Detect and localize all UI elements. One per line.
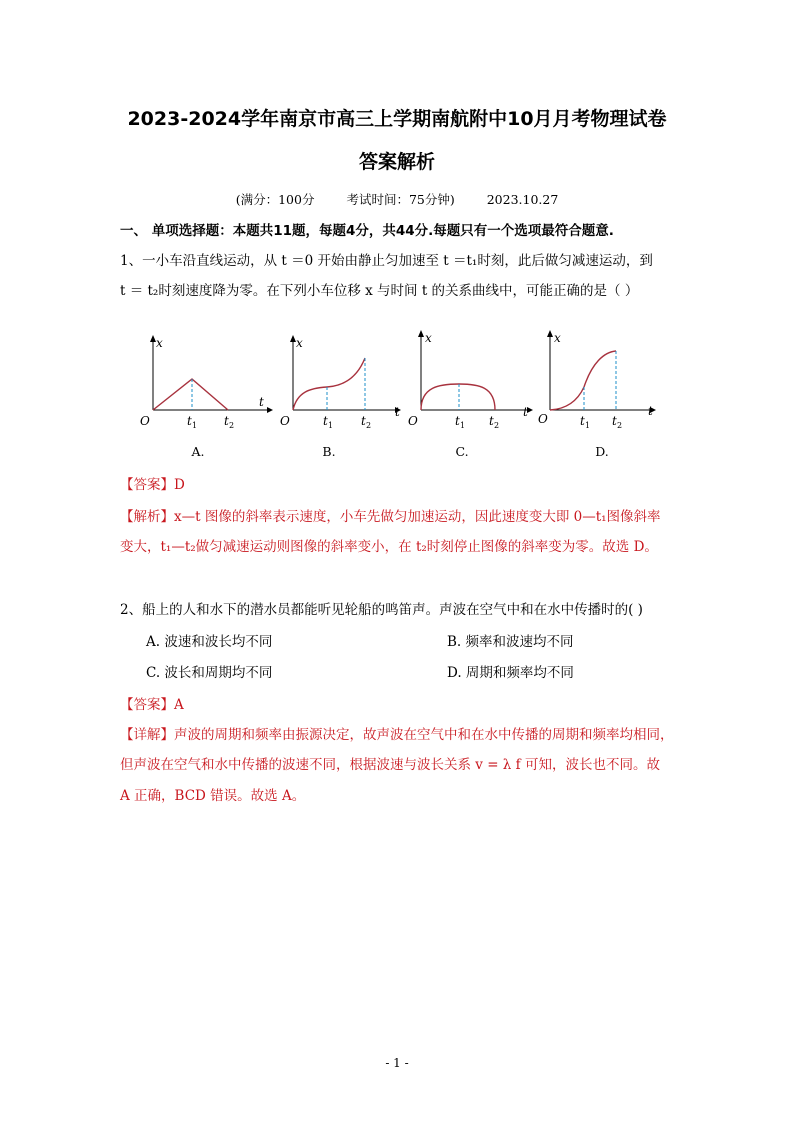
q2-detail-line2: 但声波在空气和水中传播的波速不同，根据波速与波长关系 v = λ f 可知，波长也不同。故	[120, 757, 660, 773]
origin-label: O	[140, 414, 150, 428]
t2-label: t	[361, 414, 366, 428]
t2-label: t	[489, 414, 494, 428]
graph-d	[538, 325, 678, 430]
axis-t-label: t	[395, 405, 400, 419]
graph-a	[135, 330, 275, 430]
q1-stem-line1: 1、一小车沿直线运动，从 t ＝0 开始由静止匀加速至 t ＝t₁时刻，此后做匀减速运动，到	[120, 253, 653, 269]
q1-analysis-line2: 变大，t₁—t₂做匀减速运动则图像的斜率变小，在 t₂时刻停止图像的斜率变为零。故选 D。	[120, 539, 658, 555]
q2-answer: 【答案】A	[120, 697, 184, 713]
origin-label: O	[408, 414, 418, 428]
axis-t-label: t	[648, 404, 653, 418]
t2-subscript: 2	[229, 421, 235, 430]
axis-x-label: x	[554, 331, 561, 345]
section-heading: 一、 单项选择题：本题共11题，每题4分，共44分.每题只有一个选项最符合题意.	[120, 223, 614, 239]
graph-c-label: C.	[455, 444, 469, 459]
graph-d-label: D.	[595, 444, 609, 459]
t1-subscript: 1	[192, 421, 198, 430]
graph-a-label: A.	[191, 444, 205, 459]
t1-subscript: 1	[460, 421, 466, 430]
axis-t-label: t	[523, 405, 528, 419]
t2-label: t	[612, 414, 617, 428]
t1-label: t	[187, 414, 192, 428]
t1-label: t	[580, 414, 585, 428]
t1-label: t	[323, 414, 328, 428]
q2-detail-line3: A 正确，BCD 错误。故选 A。	[120, 788, 306, 804]
t1-subscript: 1	[585, 421, 591, 430]
q2-detail-line1: 【详解】声波的周期和频率由振源决定，故声波在空气中和在水中传播的周期和频率均相同，	[120, 727, 674, 743]
t1-subscript: 1	[328, 421, 334, 430]
q2-option-a: A. 波速和波长均不同	[146, 634, 273, 650]
origin-label: O	[538, 412, 548, 426]
q1-stem-line2: t ＝ t₂时刻速度降为零。在下列小车位移 x 与时间 t 的关系曲线中，可能正确的是（ ）	[120, 283, 639, 299]
origin-label: O	[280, 414, 290, 428]
axis-x-label: x	[425, 331, 432, 345]
t2-label: t	[224, 414, 229, 428]
q1-answer: 【答案】D	[120, 477, 185, 493]
q2-option-c: C. 波长和周期均不同	[146, 665, 273, 681]
q2-stem: 2、船上的人和水下的潜水员都能听见轮船的鸣笛声。声波在空气中和在水中传播时的( )	[120, 602, 643, 618]
page-number: - 1 -	[385, 1056, 409, 1070]
exam-meta	[0, 190, 794, 208]
graph-c	[405, 325, 545, 430]
axis-t-label: t	[259, 395, 264, 409]
doc-subtitle: 答案解析	[358, 151, 435, 173]
t2-subscript: 2	[494, 421, 500, 430]
axis-x-label: x	[296, 336, 303, 350]
t2-subscript: 2	[617, 421, 623, 430]
q1-analysis-line1: 【解析】x—t 图像的斜率表示速度，小车先做匀加速运动，因此速度变大即 0—t₁图像斜率	[120, 509, 661, 525]
graph-b	[275, 330, 415, 430]
axis-x-label: x	[156, 336, 163, 350]
q2-option-b: B. 频率和波速均不同	[447, 634, 574, 650]
doc-title: 2023-2024学年南京市高三上学期南航附中10月月考物理试卷	[127, 108, 667, 130]
meta-score: (满分：100分	[235, 192, 315, 207]
graph-b-label: B.	[322, 444, 336, 459]
meta-date: 2023.10.27	[486, 192, 559, 207]
t2-subscript: 2	[366, 421, 372, 430]
meta-time: 考试时间：75分钟)	[346, 192, 455, 207]
t1-label: t	[455, 414, 460, 428]
q2-option-d: D. 周期和频率均不同	[447, 665, 574, 681]
